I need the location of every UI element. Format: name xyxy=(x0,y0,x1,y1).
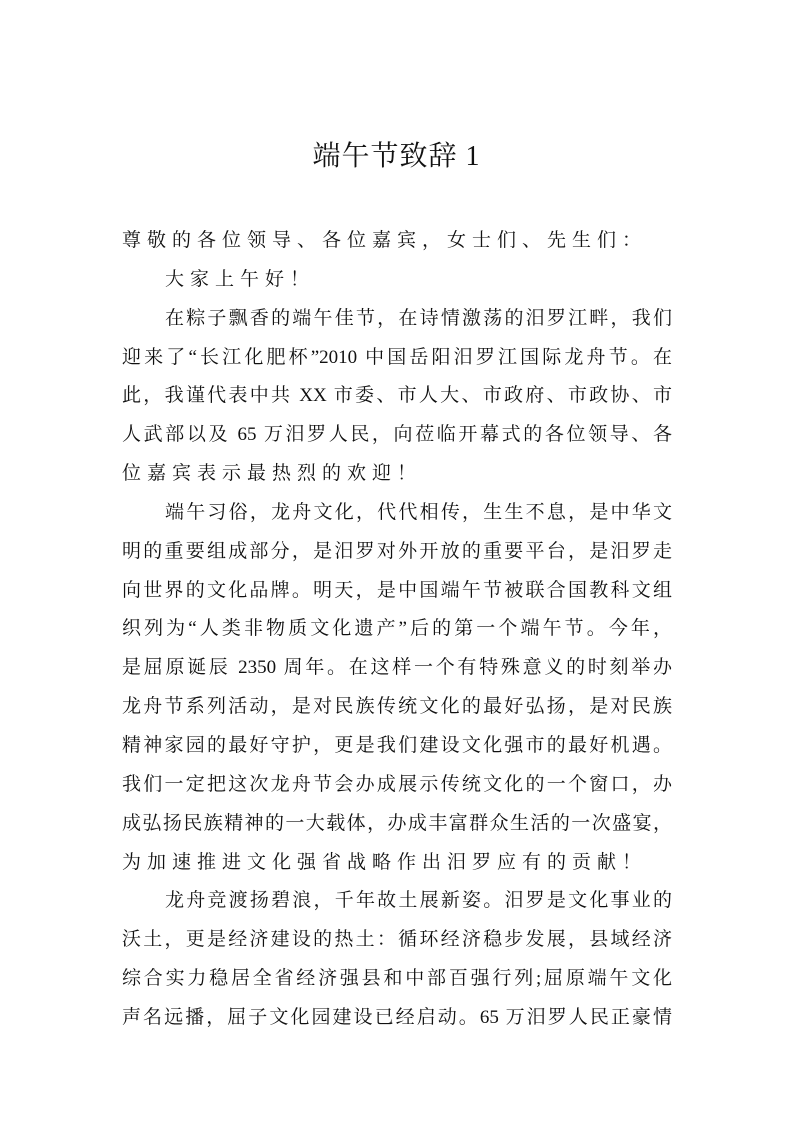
text-line: 是屈原诞辰 2350 周年。在这样一个有特殊意义的时刻举办 xyxy=(122,657,672,679)
text-line: 为加速推进文化强省战略作出汨罗应有的贡献！ xyxy=(122,851,648,873)
text-line: 迎来了“长江化肥杯”2010 中国岳阳汨罗江国际龙舟节。在 xyxy=(122,346,672,368)
document-title: 端午节致辞 1 xyxy=(312,141,481,172)
document-body xyxy=(122,222,672,1038)
text-line: 龙舟节系列活动，是对民族传统文化的最好弘扬，是对民族 xyxy=(122,696,672,718)
text-line: 织列为“人类非物质文化遗产”后的第一个端午节。今年， xyxy=(122,618,672,640)
text-line: 大家上午好！ xyxy=(165,268,316,290)
text-line: 精神家园的最好守护，更是我们建设文化强市的最好机遇。 xyxy=(122,734,672,756)
text-line: 成弘扬民族精神的一大载体，办成丰富群众生活的一次盛宴， xyxy=(122,812,672,834)
text-line: 端午习俗，龙舟文化，代代相传，生生不息，是中华文 xyxy=(165,501,672,523)
text-line: 此，我谨代表中共 XX 市委、市人大、市政府、市政协、市 xyxy=(122,385,672,407)
text-line: 人武部以及 65 万汨罗人民，向莅临开幕式的各位领导、各 xyxy=(122,424,672,446)
text-line: 明的重要组成部分，是汨罗对外开放的重要平台，是汨罗走 xyxy=(122,540,672,562)
text-line: 位嘉宾表示最热烈的欢迎！ xyxy=(122,463,423,485)
text-line: 龙舟竞渡扬碧浪，千年故土展新姿。汨罗是文化事业的 xyxy=(165,890,672,912)
text-line: 向世界的文化品牌。明天，是中国端午节被联合国教科文组 xyxy=(122,579,672,601)
text-line: 我们一定把这次龙舟节会办成展示传统文化的一个窗口，办 xyxy=(122,773,672,795)
text-line: 尊敬的各位领导、各位嘉宾，女士们、先生们： xyxy=(122,230,648,251)
text-line: 综合实力稳居全省经济强县和中部百强行列;屈原端午文化 xyxy=(122,968,672,990)
text-line: 沃土，更是经济建设的热土：循环经济稳步发展，县域经济 xyxy=(122,929,672,951)
text-line: 声名远播，屈子文化园建设已经启动。65 万汨罗人民正豪情 xyxy=(122,1006,672,1028)
text-line: 在粽子飘香的端午佳节，在诗情激荡的汨罗江畔，我们 xyxy=(165,307,672,329)
